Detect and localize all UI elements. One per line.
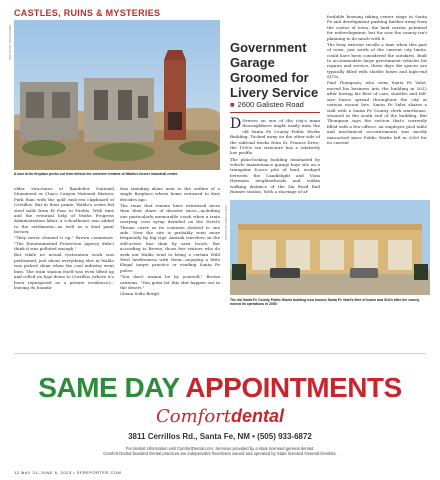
dental-advertisement[interactable]: [14, 353, 426, 465]
photo-caption-left: A lone brick fireplace peeks out from behind the concrete remains of Waldo's former industrial center.: [14, 172, 179, 176]
bullet-icon: ■: [230, 100, 235, 109]
ruins-photo: [14, 20, 220, 170]
drop-cap: D: [230, 116, 242, 132]
feature-address: [230, 100, 304, 109]
address-text: 2600 Galisteo Road: [237, 100, 304, 109]
photo-credit-right: PHOTO BY JOHN EVANS: [224, 204, 228, 240]
article-left-column-2: [120, 186, 220, 297]
ad-fine-line: For dentist information visit ComfortDental.com. Services provided by a state licensed general dentist.: [125, 446, 315, 451]
garage-photo: [230, 200, 430, 295]
ruins-photo-illustration: [14, 20, 220, 170]
ad-headline: [14, 372, 426, 404]
paragraph: fordable housing taking center stage in Santa Fe and development pushing further away from the center of town, the land carries potential for redevelopment, but for now the county isn't planning to do much with it.: [327, 14, 427, 41]
headline-rule: [230, 112, 320, 113]
logo-comfort: Comfort: [155, 406, 231, 427]
paragraph: "You don't wanna be by yourself," Brown cautions. "You gotta let this shit happen out in the desert.": [120, 274, 220, 290]
photo-caption-right: The old Santa Fe County Public Works building now houses Santa Fe Valet's fleet of buses and SUVs after the county moved its operations in 2009.: [230, 298, 420, 307]
article-left-column-1: [14, 186, 114, 291]
ad-fine-line: Comfort Dental branded Dental practices are independent franchises owned and operated by State licensed General Dentists.: [103, 451, 337, 457]
paragraph: The boxy exterior recalls a time when this part of town, just north of the current city limits, could have been considered the outskirts. Built to accommodate large government vehicles for repairs and service, these days the spaces are typically filled with shuttle buses and high-end SUVs.: [327, 41, 427, 80]
paragraph: The plain-looking building dominated by vehicle maintenance garage bays sits on a triangular 4-acre plot of land, wedged between the Candlelight and Vista Hermosa neighborhoods and within walking distance of the Zia Road Rail Runner station. With a shortage of af-: [230, 156, 320, 195]
paragraph: Paul Thompson, who owns Santa Fe Valet, moved his business into the building in 2022 after having his fleet of cars, shuttles and full-size buses spread throughout the city at various vacant lots. Santa Fe Valet shares a wall with a Santa Fe County clerk warehouse, situated at the south end of the building. But Thompson says the section that's currently filled with a few offices, an employee pool table and mechanical accoutrements was mostly untouched since Public Works left in 2009 for its current: [327, 80, 427, 145]
ad-headline-appointments: APPOINTMENTS: [185, 372, 402, 403]
paragraph: But while no actual restoration work was performed, just about everything else in Waldo was picked clean when the coal industry went bust. The train station itself was even lifted up and rolled on logs down to Cerrillos (where it's been repurposed as a private residence)—leaving its founda-: [14, 252, 114, 290]
paragraph: tion standing alone next to the outline of a single fireplace whose home returned to dust decades ago.: [120, 186, 220, 202]
byline: (Siena Sofia Bergt): [120, 291, 160, 297]
ad-headline-same-day: SAME DAY: [38, 372, 179, 403]
paragraph: older structures at Bandelier National Monument or Chaco Canyon National Historic Park than with the gold rush-era clapboard of Cerrillos. But in their prime, Waldo's ovens fed steel mills from El Paso to Pueblo. With time and the eventual help of Works Progress Administration labor, a schoolhouse was added to the settlement—as well as a lead paint factory.: [14, 186, 114, 235]
paragraph: [230, 118, 320, 156]
photo-credit-left: PHOTO BY JOHN EVANS: [8, 24, 12, 60]
feature-headline: Government Garage Groomed for Livery Service: [230, 40, 319, 100]
ad-address: 3811 Cerrillos Rd., Santa Fe, NM • (505) 933-6872: [128, 432, 312, 441]
paragraph: The ruins that remain have witnessed more than their share of disaster since—including one particularly memorable crash when a train carrying corn syrup derailed on the Devil's Throne curve as its contents sloshed to one side. Now the site is probably seen more frequently by big rigs' Amtrak travelers on the still-active line than by area locals. But according to Brown, those few visitors who do seek out Waldo tend to bring a certain Wild West lawlessness with them—enjoying a little illegal target practice or evading Santa Fe police.: [120, 203, 220, 273]
feature-column-1: [230, 118, 320, 195]
comfort-dental-logo: [14, 406, 426, 427]
feature-column-2: [327, 14, 427, 146]
ad-fine-print: [14, 446, 426, 457]
garage-photo-illustration: [230, 200, 430, 295]
logo-dental: dental: [231, 406, 285, 426]
paragraph-text: Drivers on one of the city's main thoroughfares might easily miss the old Santa Fe County Public Works Building. Tucked away on the other side of the railroad tracks from St. Francis Drive, the 1950s era structure has a relatively low profile.: [230, 118, 320, 156]
section-header: CASTLES, RUINS & MYSTERIES: [14, 8, 161, 18]
paragraph: "They never cleaned it up," Brown comments. "The Environmental Protection Agency didn't think it was polluted enough.": [14, 235, 114, 252]
page-footer: 12 MAY 31–JUNE 6, 2023 • SFREPORTER.COM: [14, 470, 122, 475]
